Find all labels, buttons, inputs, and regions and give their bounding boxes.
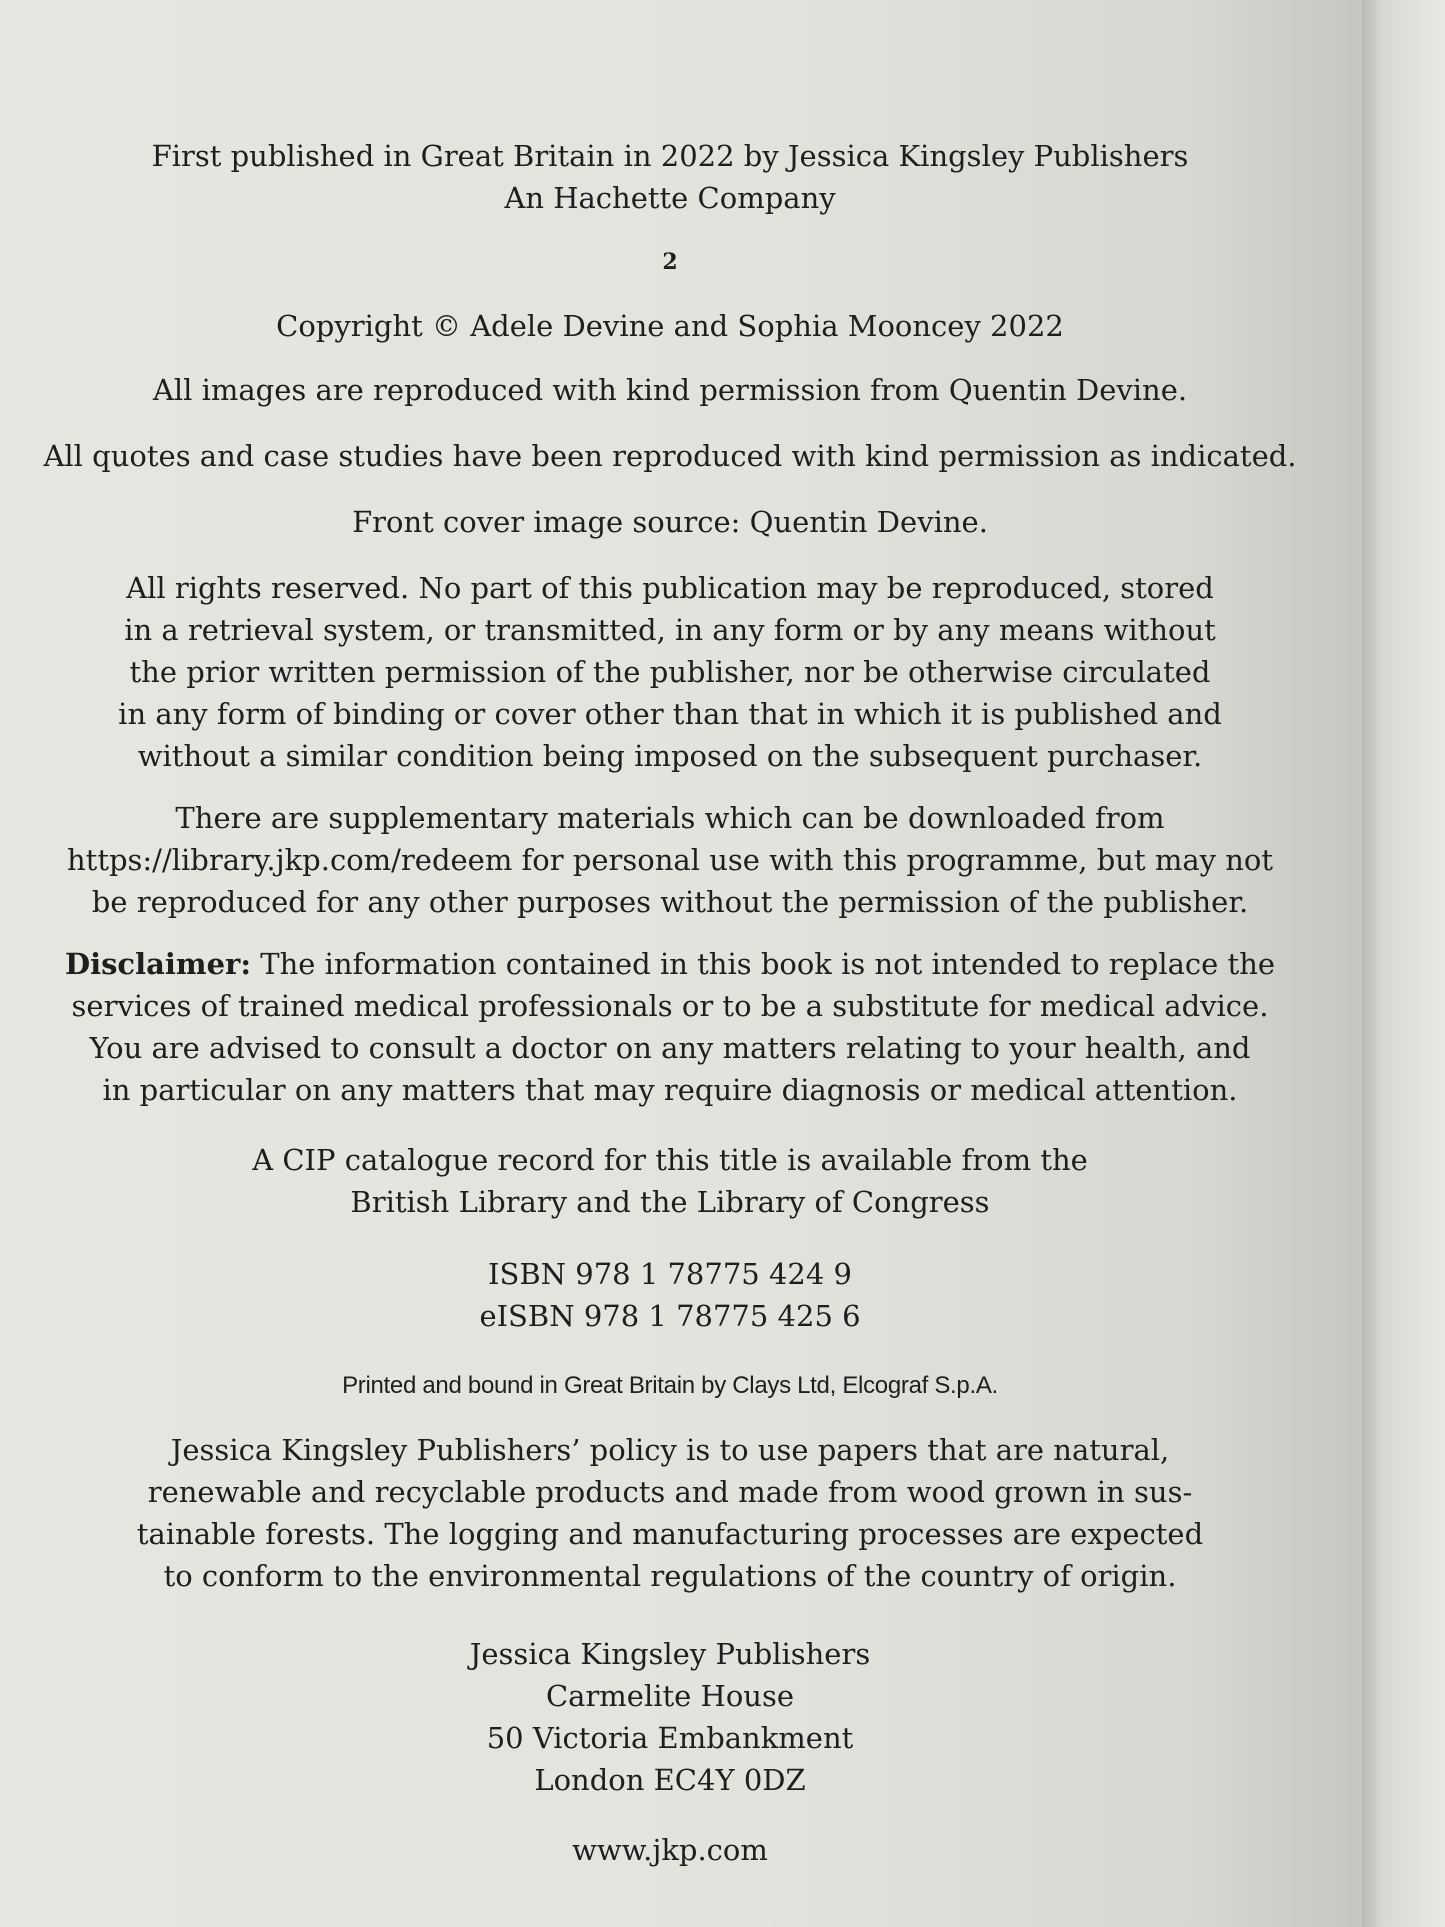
cip-record-block: [40, 1139, 1300, 1223]
disclaimer-first-text: The information contained in this book is not intended to replace the: [251, 947, 1276, 981]
supplementary-line: be reproduced for any other purposes without the permission of the publisher.: [91, 885, 1249, 919]
copyright-page-content: [40, 135, 1300, 1871]
rights-line: in any form of binding or cover other than that in which it is published and: [118, 697, 1222, 731]
first-published-block: [40, 135, 1300, 219]
rights-reserved-block: [40, 567, 1300, 777]
disclaimer-line: in particular on any matters that may require diagnosis or medical attention.: [102, 1073, 1238, 1107]
quotes-permission: All quotes and case studies have been reproduced with kind permission as indicated.: [43, 439, 1297, 473]
disclaimer-line: You are advised to consult a doctor on any matters relating to your health, and: [89, 1031, 1251, 1065]
cover-image-source: Front cover image source: Quentin Devine.: [352, 505, 988, 539]
publisher-company-line: An Hachette Company: [504, 181, 836, 215]
paper-policy-block: [40, 1429, 1300, 1597]
first-published-line: First published in Great Britain in 2022 by Jessica Kingsley Publishers: [151, 139, 1189, 173]
disclaimer-block: [40, 943, 1300, 1111]
address-line: Carmelite House: [545, 1679, 795, 1713]
address-line: Jessica Kingsley Publishers: [469, 1637, 871, 1671]
cip-line: British Library and the Library of Congress: [350, 1185, 990, 1219]
publisher-address-block: [40, 1633, 1300, 1801]
images-permission: All images are reproduced with kind permission from Quentin Devine.: [152, 373, 1188, 407]
address-line: London EC4Y 0DZ: [534, 1763, 806, 1797]
supplementary-line: https://library.jkp.com/redeem for personal use with this programme, but may not: [66, 843, 1274, 877]
isbn-block: [40, 1253, 1300, 1337]
isbn-ebook: eISBN 978 1 78775 425 6: [479, 1299, 861, 1333]
rights-line: in a retrieval system, or transmitted, in any form or by any means without: [124, 613, 1216, 647]
copyright-notice: Copyright © Adele Devine and Sophia Mooncey 2022: [276, 309, 1064, 343]
policy-line: to conform to the environmental regulations of the country of origin.: [163, 1559, 1177, 1593]
isbn-print: ISBN 978 1 78775 424 9: [488, 1257, 852, 1291]
rights-line: without a similar condition being imposed on the subsequent purchaser.: [137, 739, 1203, 773]
supplementary-line: There are supplementary materials which can be downloaded from: [175, 801, 1165, 835]
policy-line: renewable and recyclable products and made from wood grown in sus-: [147, 1475, 1193, 1509]
rights-line: the prior written permission of the publisher, nor be otherwise circulated: [129, 655, 1211, 689]
supplementary-materials-block: [40, 797, 1300, 923]
policy-line: Jessica Kingsley Publishers’ policy is to use papers that are natural,: [170, 1433, 1170, 1467]
cip-line: A CIP catalogue record for this title is available from the: [252, 1143, 1088, 1177]
disclaimer-line: services of trained medical professionals or to be a substitute for medical advice.: [71, 989, 1269, 1023]
publisher-website: www.jkp.com: [572, 1833, 768, 1867]
address-line: 50 Victoria Embankment: [486, 1721, 854, 1755]
page-edge: [1362, 0, 1445, 1927]
disclaimer-label: Disclaimer:: [64, 947, 252, 981]
rights-line: All rights reserved. No part of this publication may be reproduced, stored: [126, 571, 1214, 605]
policy-line: tainable forests. The logging and manufacturing processes are expected: [136, 1517, 1204, 1551]
printed-and-bound: Printed and bound in Great Britain by Clays Ltd, Elcograf S.p.A.: [342, 1372, 998, 1399]
disclaimer-first-line: [40, 943, 1300, 985]
page-number: 2: [662, 249, 678, 275]
